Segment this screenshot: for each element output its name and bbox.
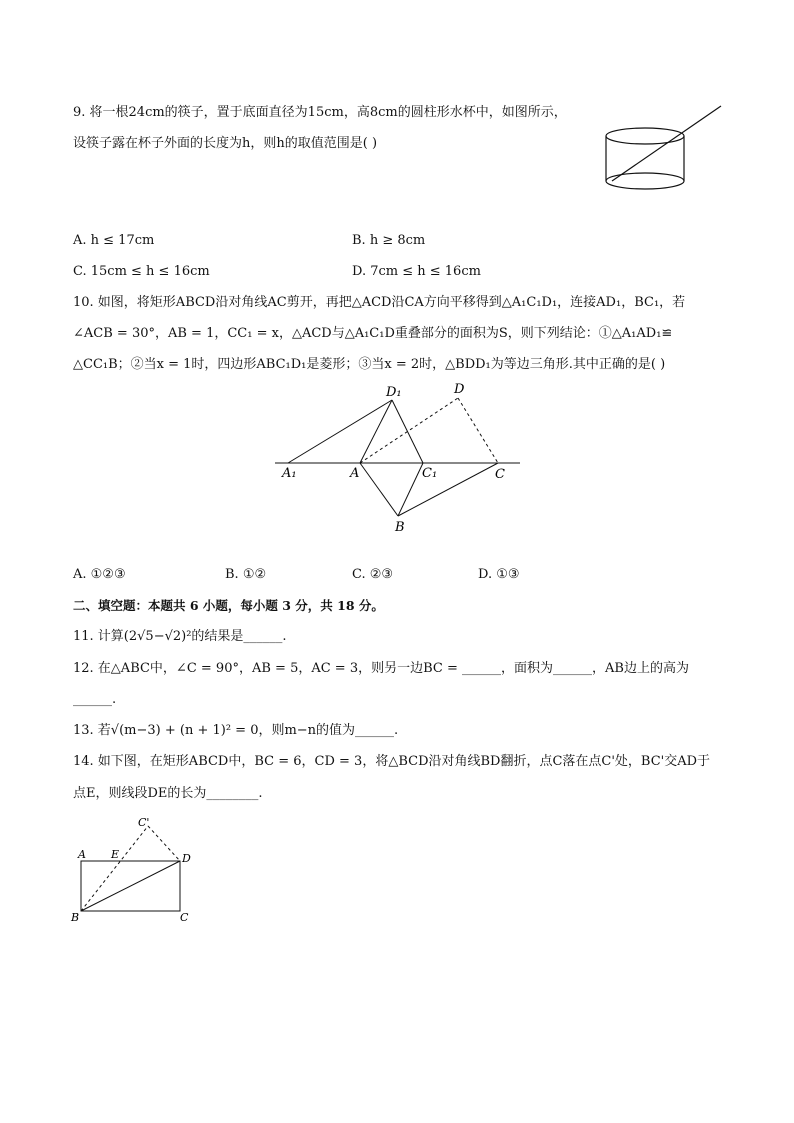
q10-line1: 10. 如图，将矩形ABCD沿对角线AC剪开，再把△ACD沿CA方向平移得到△A₁C₁D₁，连接AD₁，BC₁，若 [73, 295, 686, 310]
q13: 13. 若√(m−3) + (n + 1)² = 0，则m−n的值为______. [73, 723, 399, 738]
q9-option-a: A. h ≤ 17cm [73, 233, 155, 248]
label-b: B [395, 520, 405, 535]
q10-line3: △CC₁B；②当x = 1时，四边形ABC₁D₁是菱形；③当x = 2时，△BDD₁为等边三角形.其中正确的是( ) [73, 357, 666, 372]
label-c1: C₁ [422, 466, 438, 481]
q14-line1: 14. 如下图，在矩形ABCD中，BC = 6，CD = 3，将△BCD沿对角线BD翻折，点C落在点C'处，BC'交AD于 [73, 754, 711, 769]
q11: 11. 计算(2√5−√2)²的结果是______. [73, 629, 287, 644]
label-a1: A₁ [282, 466, 297, 481]
cup-figure [600, 100, 730, 195]
q9-line1: 9. 将一根24cm的筷子，置于底面直径为15cm，高8cm的圆柱形水杯中，如图所示， [73, 105, 567, 120]
label-d1: D₁ [386, 385, 402, 400]
label-b: B [71, 911, 80, 924]
q12-line2: ______. [73, 692, 117, 707]
q10-option-a: A. ①②③ [73, 567, 126, 582]
q10-option-b: B. ①② [225, 567, 267, 582]
q9-option-b: B. h ≥ 8cm [352, 233, 426, 248]
label-a: A [78, 848, 86, 861]
q12-line1: 12. 在△ABC中，∠C = 90°，AB = 5，AC = 3，则另一边BC = ______，面积为______，AB边上的高为 [73, 661, 689, 676]
q14-figure [68, 814, 203, 929]
label-c: C [495, 467, 505, 482]
label-c: C [180, 911, 189, 924]
q10-line2: ∠ACB = 30°，AB = 1，CC₁ = x，△ACD与△A₁C₁D重叠部分的面积为S，则下列结论：①△A₁AD₁≌ [73, 326, 673, 341]
label-a: A [350, 466, 360, 481]
label-c-prime: C' [138, 816, 150, 829]
q10-option-d: D. ①③ [478, 567, 520, 582]
q9-option-d: D. 7cm ≤ h ≤ 16cm [352, 264, 481, 279]
q14-line2: 点E，则线段DE的长为________. [73, 786, 263, 801]
q9-line2: 设筷子露在杯子外面的长度为h，则h的取值范围是( ) [73, 136, 378, 151]
q10-option-c: C. ②③ [352, 567, 394, 582]
label-d: D [182, 852, 191, 865]
section-heading: 二、填空题：本题共 6 小题，每小题 3 分，共 18 分。 [73, 598, 384, 613]
q10-figure [270, 378, 530, 538]
label-d: D [454, 382, 465, 397]
q9-option-c: C. 15cm ≤ h ≤ 16cm [73, 264, 210, 279]
label-e: E [111, 848, 120, 861]
